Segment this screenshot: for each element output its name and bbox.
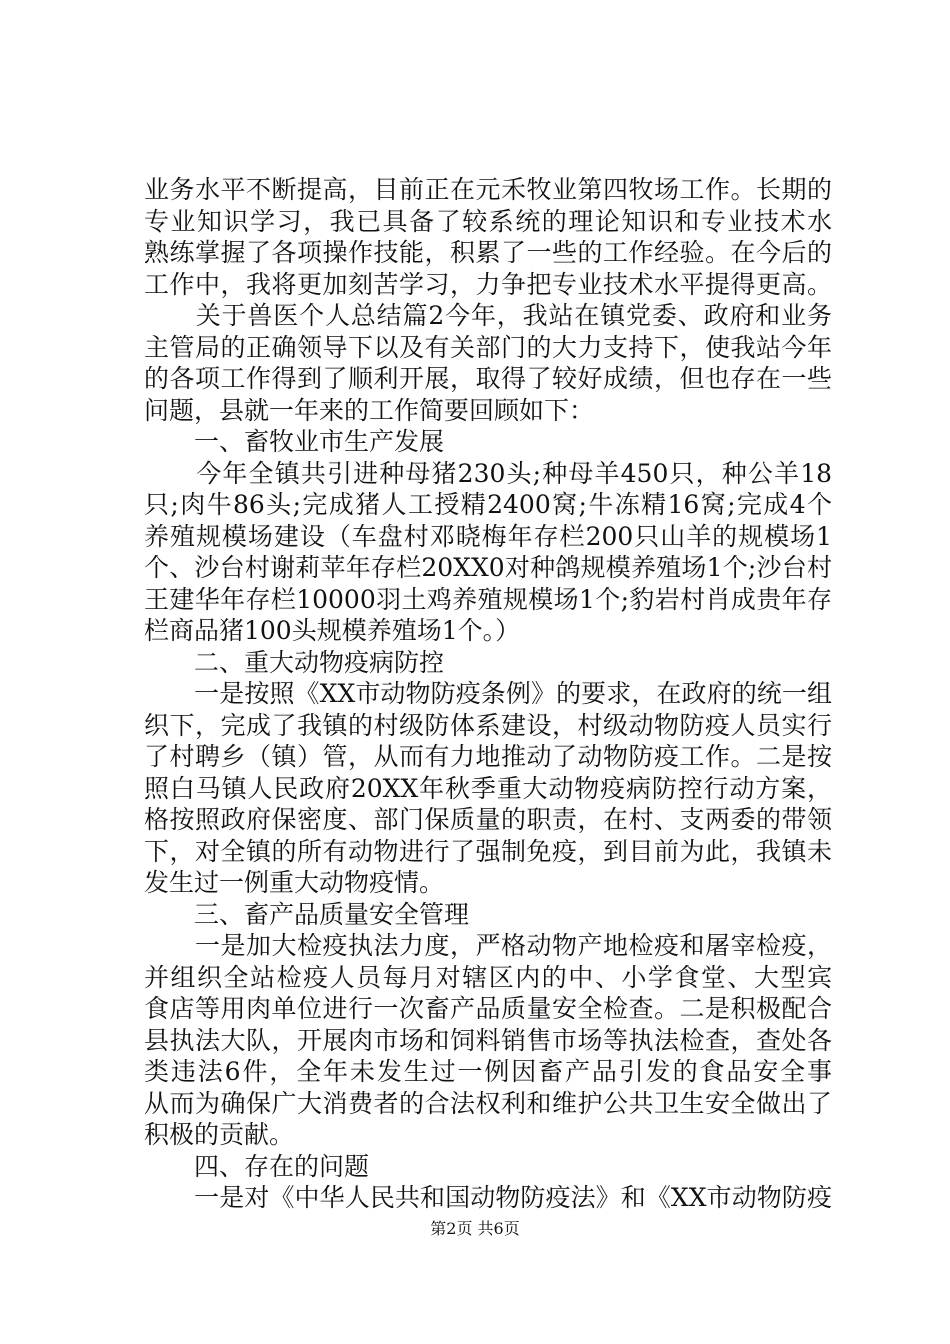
text-line: 一、畜牧业市生产发展 (144, 427, 445, 456)
text-line: 一是对《中华人民共和国动物防疫法》和《XX市动物防疫 (144, 1183, 832, 1212)
text-line: 三、畜产品质量安全管理 (144, 899, 470, 929)
text-line: 专业知识学习，我已具备了较系统的理论知识和专业技术水 (144, 206, 832, 236)
text-line: 个、沙台村谢莉苹年存栏20XX0对种鸽规模养殖场1个;沙台村 (144, 553, 832, 582)
text-line: 了村聘乡（镇）管，从而有力地推动了动物防疫工作。二是按 (144, 742, 832, 771)
text-line: 织下，完成了我镇的村级防体系建设，村级动物防疫人员实行 (144, 710, 832, 740)
text-line: 从而为确保广大消费者的合法权利和维护公共卫生安全做出了 (144, 1088, 832, 1118)
text-line: 工作中，我将更加刻苦学习，力争把专业技术水平提得更高。 (144, 269, 832, 299)
text-line: 积极的贡献。 (144, 1120, 295, 1149)
text-line: 二、重大动物疫病防控 (144, 647, 445, 677)
text-line: 关于兽医个人总结篇2今年，我站在镇党委、政府和业务 (144, 301, 832, 330)
text-line: 只;肉牛86头;完成猪人工授精2400窝;牛冻精16窝;完成4个 (144, 490, 832, 519)
text-line: 四、存在的问题 (144, 1151, 370, 1181)
text-line: 熟练掌握了各项操作技能，积累了一些的工作经验。在今后的 (144, 238, 832, 267)
text-line: 一是加大检疫执法力度，严格动物产地检疫和屠宰检疫， (144, 931, 832, 960)
text-line: 问题，县就一年来的工作简要回顾如下： (144, 395, 595, 425)
document-body (144, 174, 832, 1214)
text-line: 的各项工作得到了顺利开展，取得了较好成绩，但也存在一些 (144, 364, 832, 393)
text-line: 类违法6件，全年未发生过一例因畜产品引发的食品安全事 (144, 1057, 832, 1086)
text-line: 栏商品猪100头规模养殖场1个。） (144, 616, 521, 645)
text-line: 一是按照《XX市动物防疫条例》的要求，在政府的统一组 (144, 679, 832, 708)
text-line: 照白马镇人民政府20XX年秋季重大动物疫病防控行动方案， (144, 773, 832, 803)
text-line: 王建华年存栏10000羽土鸡养殖规模场1个;豹岩村肖成贵年存 (144, 584, 832, 614)
text-line: 县执法大队，开展肉市场和饲料销售市场等执法检查，查处各 (144, 1025, 832, 1055)
text-line: 养殖规模场建设（车盘村邓晓梅年存栏200只山羊的规模场1 (144, 521, 832, 551)
text-line: 格按照政府保密度、部门保质量的职责，在村、支两委的带领 (144, 805, 832, 834)
text-line: 今年全镇共引进种母猪230头;种母羊450只，种公羊18 (144, 458, 832, 488)
text-line: 业务水平不断提高，目前正在元禾牧业第四牧场工作。长期的 (144, 175, 832, 204)
text-line: 食店等用肉单位进行一次畜产品质量安全检查。二是积极配合 (144, 994, 832, 1023)
text-line: 下，对全镇的所有动物进行了强制免疫，到目前为此，我镇未 (144, 836, 832, 866)
text-line: 主管局的正确领导下以及有关部门的大力支持下，使我站今年 (144, 332, 832, 362)
text-line: 发生过一例重大动物疫情。 (144, 868, 445, 897)
text-line: 并组织全站检疫人员每月对辖区内的中、小学食堂、大型宾 (144, 962, 832, 992)
page-footer: 第2页 共6页 (430, 1219, 520, 1238)
